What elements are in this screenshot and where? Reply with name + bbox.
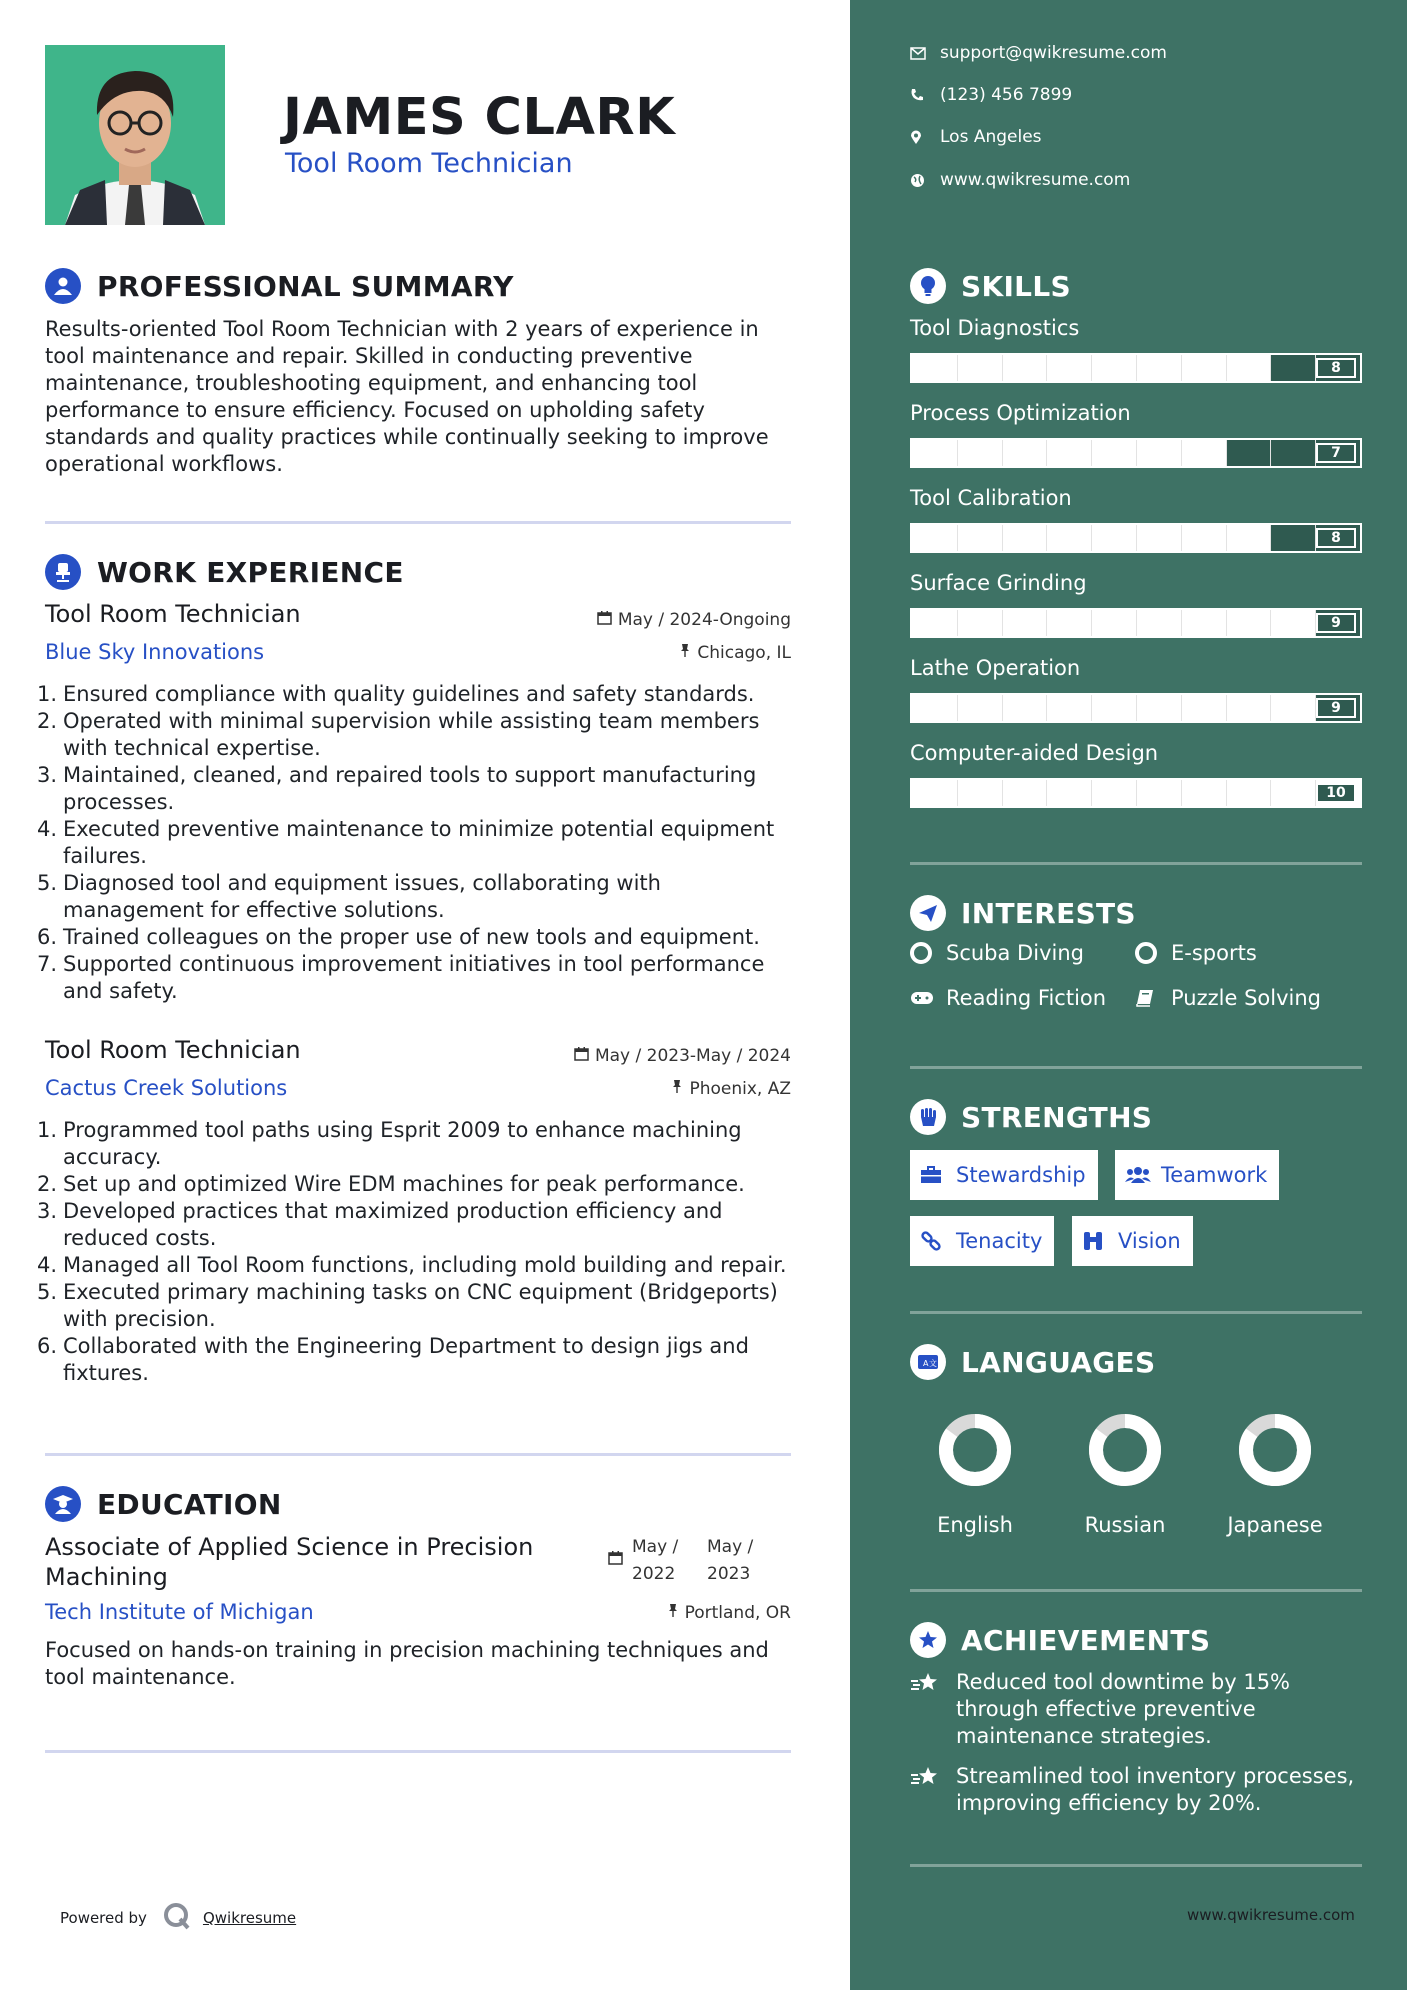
skill-bar-segment [1226,355,1227,381]
skill-bar-segment [1046,695,1047,721]
skill-bar-segment [1136,355,1137,381]
education-text: Focused on hands-on training in precision machining techniques and tool maintenance. [45,1638,769,1689]
skill-bar-segment [957,780,958,806]
languages-title: LANGUAGES [961,1345,1156,1379]
skill-name: Computer-aided Design [910,741,1159,765]
summary-title: PROFESSIONAL SUMMARY [97,269,514,303]
shooting-star-icon [910,1765,940,1796]
life-ring-icon [910,942,946,964]
svg-text:文: 文 [929,1359,937,1368]
skill-bar-segment [957,610,958,636]
interests-heading [910,893,1136,933]
skill-bar-segment [1002,440,1003,466]
skill-bar-fill [912,440,1226,466]
interest-item: Scuba Diving [910,941,1084,965]
education-location: Portland, OR [667,1603,791,1623]
skill-bar-segment [1181,525,1182,551]
list-item: Managed all Tool Room functions, including mold building and repair. [63,1253,787,1277]
paper-plane-icon [910,895,946,931]
skill-bar-segment [1136,525,1137,551]
skill-bar-segment [1226,610,1227,636]
skill-bar [910,693,1362,723]
skill-bar-segment [1270,440,1271,466]
section-divider [45,521,791,524]
summary-text: Results-oriented Tool Room Technician with 2 years of experience in tool maintenance and repair. Skilled in conducting preventive maintenance, troubleshooting equipment, and enhancing tool performance to ensure efficiency. Focused on upholding safety standards and quality practices while continually seeking to improve operational workflows. [45,317,769,476]
skill-bar [910,523,1362,553]
list-item: Maintained, cleaned, and repaired tools to support manufacturing processes. [63,763,757,814]
list-item: Collaborated with the Engineering Department to design jigs and fixtures. [63,1334,749,1385]
users-icon [1125,1166,1161,1184]
fist-icon [910,1099,946,1135]
skill-bar-segment [1046,780,1047,806]
degree-title: Associate of Applied Science in Precision Machining [45,1533,534,1591]
contact-website: www.qwikresume.com [910,170,1130,190]
link-icon [920,1230,956,1252]
globe-icon [910,173,940,188]
skill-bar-segment [1091,440,1092,466]
skill-bar-segment [1002,695,1003,721]
job-dates: May / 2023-May / 2024 [574,1046,791,1066]
skill-bar [910,778,1362,808]
section-divider [910,862,1362,865]
skill-bar-segment [1226,780,1227,806]
strength-chip: Tenacity [910,1216,1054,1266]
skill-bar-segment [1136,440,1137,466]
calendar-icon [608,1550,623,1569]
skill-bar-segment [1091,525,1092,551]
skill-bar-segment [1181,610,1182,636]
skill-level: 9 [1316,613,1356,633]
list-item: Operated with minimal supervision while assisting team members with technical expertise. [63,709,760,760]
envelope-icon [910,47,940,60]
list-item: Executed primary machining tasks on CNC equipment (Bridgeports) with precision. [63,1280,778,1331]
list-item: Ensured compliance with quality guidelines and safety standards. [63,682,755,706]
qwikresume-link[interactable]: Qwikresume [202,1909,297,1927]
pin-icon [679,643,691,663]
skill-bar-segment [1270,695,1271,721]
strength-chip: Vision [1072,1216,1193,1266]
list-item: Diagnosed tool and equipment issues, collaborating with management for effective solutions. [63,871,661,922]
map-marker-icon [910,130,940,145]
calendar-icon [574,1046,589,1066]
skill-bar-segment [1091,355,1092,381]
book-icon [1135,988,1171,1008]
interest-item: Puzzle Solving [1135,986,1321,1010]
skill-bar-segment [1091,780,1092,806]
calendar-icon [597,610,612,630]
section-divider [910,1066,1362,1069]
skill-level: 9 [1316,698,1356,718]
office-chair-icon [45,554,81,590]
list-item: Executed preventive maintenance to minimize potential equipment failures. [63,817,775,868]
skill-bar-fill [912,695,1315,721]
briefcase-icon [920,1166,956,1184]
footer-website[interactable]: www.qwikresume.com [1187,1906,1355,1924]
experience-heading [45,552,404,592]
contact-phone: (123) 456 7899 [910,85,1072,105]
contact-location: Los Angeles [910,127,1042,147]
education-start: May / 2022 [632,1537,679,1584]
phone-icon [910,88,940,102]
skill-level: 8 [1316,528,1356,548]
language-item [1060,1405,1190,1537]
language-donut [1230,1405,1320,1495]
company-name: Blue Sky Innovations [45,640,265,664]
skill-name: Lathe Operation [910,656,1081,680]
skills-title: SKILLS [961,269,1071,303]
skill-name: Tool Diagnostics [910,316,1080,340]
language-donut [930,1405,1020,1495]
experience-title: WORK EXPERIENCE [97,555,404,589]
skill-bar-segment [1270,355,1271,381]
skill-bar-segment [1226,440,1227,466]
translate-icon [910,1344,946,1380]
skill-bar-segment [1181,695,1182,721]
strength-chip: Stewardship [910,1150,1098,1200]
job-title: Tool Room Technician [45,600,301,628]
binoculars-icon [1082,1231,1118,1251]
achievement-item: Streamlined tool inventory processes, improving efficiency by 20%. [910,1763,1370,1817]
education-heading [45,1484,282,1524]
powered-by: Powered by Qwikresume [60,1902,296,1934]
interests-title: INTERESTS [961,896,1136,930]
job-bullets [35,1117,795,1387]
contact-email: support@qwikresume.com [910,43,1167,63]
skill-bar-segment [1091,695,1092,721]
section-divider [910,1589,1362,1592]
job-location: Phoenix, AZ [671,1079,791,1099]
languages-heading [910,1342,1155,1382]
candidate-role: Tool Room Technician [285,148,573,179]
list-item: Developed practices that maximized production efficiency and reduced costs. [63,1199,723,1250]
skill-bar-segment [1002,610,1003,636]
pin-icon [667,1603,679,1623]
strengths-title: STRENGTHS [961,1100,1153,1134]
skill-bar [910,608,1362,638]
sidebar [850,0,1407,1990]
strength-chip: Teamwork [1115,1150,1279,1200]
list-item: Supported continuous improvement initiatives in tool performance and safety. [63,952,765,1003]
section-divider [45,1453,791,1456]
candidate-name: JAMES CLARK [283,88,676,147]
skill-bar-segment [1270,780,1271,806]
language-item [910,1405,1040,1537]
skill-bar-segment [1270,610,1271,636]
list-item: Trained colleagues on the proper use of new tools and equipment. [63,925,760,949]
skill-bar-segment [1002,525,1003,551]
skill-bar [910,353,1362,383]
qwikresume-logo-icon [163,1902,191,1934]
achievement-item: Reduced tool downtime by 15% through effective preventive maintenance strategies. [910,1669,1370,1750]
skill-bar-segment [1136,610,1137,636]
gamepad-icon [910,990,946,1006]
skill-bar-segment [1091,610,1092,636]
skill-bar-segment [957,525,958,551]
skill-bar-segment [1002,780,1003,806]
skill-name: Process Optimization [910,401,1131,425]
section-divider [45,1750,791,1753]
user-icon [45,268,81,304]
skill-bar-segment [1046,525,1047,551]
job-location: Chicago, IL [679,643,791,663]
skill-bar-segment [1226,525,1227,551]
skill-bar-segment [957,440,958,466]
strengths-heading [910,1097,1152,1137]
skill-bar-segment [1002,355,1003,381]
skill-name: Surface Grinding [910,571,1087,595]
job-dates: May / 2024-Ongoing [597,610,791,630]
skill-level: 8 [1316,358,1356,378]
skill-bar-segment [1270,525,1271,551]
graduate-icon [45,1486,81,1522]
list-item: Set up and optimized Wire EDM machines for peak performance. [63,1172,745,1196]
pin-icon [671,1079,683,1099]
interest-item: E-sports [1135,941,1257,965]
life-ring-icon [1135,942,1171,964]
school-name: Tech Institute of Michigan [45,1600,314,1624]
interest-item: Reading Fiction [910,986,1106,1010]
list-item: Programmed tool paths using Esprit 2009 to enhance machining accuracy. [63,1118,742,1169]
skill-level: 7 [1316,443,1356,463]
skill-bar-segment [1046,355,1047,381]
section-divider [910,1864,1362,1867]
skill-bar-segment [1136,780,1137,806]
language-name: Russian [1084,1513,1166,1537]
lightbulb-icon [910,268,946,304]
language-item [1210,1405,1340,1537]
skill-bar-segment [1046,440,1047,466]
skill-bar [910,438,1362,468]
language-name: Japanese [1227,1513,1323,1537]
language-name: English [937,1513,1013,1537]
skills-heading [910,266,1071,306]
profile-photo [45,45,225,225]
job-title: Tool Room Technician [45,1036,301,1064]
education-title: EDUCATION [97,1487,282,1521]
achievements-heading [910,1620,1210,1660]
star-badge-icon [910,1622,946,1658]
section-divider [910,1311,1362,1314]
skill-bar-segment [957,355,958,381]
skill-name: Tool Calibration [910,486,1072,510]
skill-bar-segment [1046,610,1047,636]
skill-bar-segment [1181,440,1182,466]
job-bullets [35,681,795,1005]
education-end: May / 2023 [707,1537,754,1584]
skill-bar-segment [1181,780,1182,806]
achievements-title: ACHIEVEMENTS [961,1623,1211,1657]
skill-bar-segment [957,695,958,721]
company-name: Cactus Creek Solutions [45,1076,288,1100]
language-donut [1080,1405,1170,1495]
summary-heading [45,266,514,306]
skill-bar-segment [1226,695,1227,721]
shooting-star-icon [910,1671,940,1702]
svg-text:A: A [923,1359,929,1368]
skill-bar-segment [1136,695,1137,721]
skill-bar-segment [1181,355,1182,381]
skill-bar-fill [912,610,1315,636]
skill-level: 10 [1316,783,1356,803]
